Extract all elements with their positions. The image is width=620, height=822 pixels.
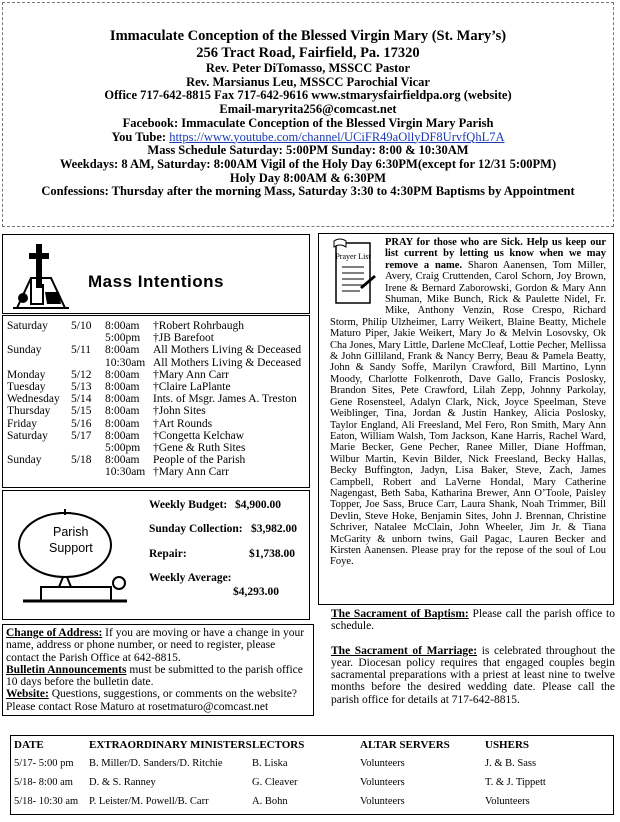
intention-text: All Mothers Living & Deceased [153,344,302,357]
intention-date: 5/16 [71,417,92,430]
intention-time: 10:30am [105,466,146,479]
youtube-label: You Tube: [111,129,170,144]
ministers-cell-lectors: A. Bohn [252,796,288,807]
holy-day-schedule: Holy Day 8:00AM & 6:30PM [229,170,387,185]
intention-day: Sunday [7,344,42,357]
church-icon [9,238,89,312]
intention-date: 5/14 [71,393,92,406]
intention-day: Friday [7,417,38,430]
intention-row [3,405,309,417]
intention-row [3,320,309,332]
intention-time: 5:00pm [105,441,141,454]
intention-time: 8:00am [105,344,140,357]
bulletin-title: Bulletin Announcements [6,663,127,676]
intention-time: 8:00am [105,393,140,406]
intention-text: Ints. of Msgr. James A. Treston [153,393,297,406]
intention-text: †Mary Ann Carr [153,466,230,479]
prayer-list-icon [330,237,380,311]
logo-text-parish: Parish [53,525,89,539]
intention-text: †John Sites [153,405,206,418]
intention-text: †Claire LaPlante [153,380,231,393]
ministers-cell-eucharistic: D. & S. Ranney [89,777,156,788]
ministers-cell-servers: Volunteers [360,758,405,769]
notices-box [2,624,314,716]
col-header-ushers: USHERS [485,739,530,751]
website-title: Website: [6,688,49,701]
col-header-servers: ALTAR SERVERS [360,739,450,751]
marriage-title: The Sacrament of Marriage: [331,644,478,657]
intention-date: 5/11 [71,344,92,357]
intention-time: 8:00am [105,405,140,418]
intention-day: Monday [7,368,46,381]
ministers-cell-ushers: Volunteers [485,796,530,807]
baptism-paragraph [331,608,615,633]
ministers-cell-date: 5/18- 10:30 am [14,796,79,807]
pastor-line: Rev. Peter DiTomasso, MSSCC Pastor [205,61,411,75]
intention-text: †JB Barefoot [153,332,215,345]
ministers-cell-eucharistic: P. Leister/M. Powell/B. Carr [89,796,209,807]
intention-date: 5/18 [71,454,92,467]
youtube-line [3,131,613,145]
ministers-cell-date: 5/18- 8:00 am [14,777,73,788]
ministers-cell-eucharistic: B. Miller/D. Sanders/D. Ritchie [89,758,223,769]
col-header-eucharistic: EXTRAORDINARY MINISTERS [89,739,252,751]
intention-day: Saturday [7,320,48,332]
change-address-title: Change of Address: [6,627,103,639]
intention-time: 8:00am [105,368,140,381]
repair-value: $1,738.00 [249,548,295,560]
intention-text: †Congetta Kelchaw [153,429,245,442]
parish-support-scale-icon [11,501,139,611]
ministers-cell-lectors: B. Liska [252,758,288,769]
intention-text: †Art Rounds [153,417,213,430]
ministers-cell-date: 5/17- 5:00 pm [14,758,74,769]
intention-row [3,357,309,369]
prayer-icon-label: Prayer List [335,252,371,261]
intention-text: People of the Parish [153,454,246,467]
intention-row [3,381,309,393]
mass-intentions-table [2,315,310,488]
intention-time: 8:00am [105,380,140,393]
weekly-budget-label: Weekly Budget: [149,499,228,511]
baptism-text: Please call the parish office to schedule. [331,608,615,633]
intention-day: Sunday [7,454,42,467]
intention-row [3,393,309,405]
intention-text: †Robert Rohrbaugh [153,320,245,332]
intention-time: 8:00am [105,417,140,430]
logo-text-support: Support [49,541,93,555]
intention-row [3,344,309,356]
intention-row [3,466,309,478]
intention-row [3,332,309,344]
col-header-lectors: LECTORS [252,739,305,751]
intention-date: 5/17 [71,429,92,442]
youtube-link[interactable]: https://www.youtube.com/channel/UCiFR49aOllyDF8UrvfQhL7A [169,129,505,144]
ministers-cell-ushers: J. & B. Sass [485,758,537,769]
ministers-cell-servers: Volunteers [360,796,405,807]
intention-row [3,418,309,430]
weekday-schedule: Weekdays: 8 AM, Saturday: 8:00AM Vigil of the Holy Day 6:30PM(except for 12/31 5:00PM) [59,156,557,171]
baptism-title: The Sacrament of Baptism: [331,608,469,620]
facebook-line: Facebook: Immaculate Conception of the Blessed Virgin Mary Parish [122,115,494,130]
vicar-line: Rev. Marsianus Leu, MSSCC Parochial Vicar [186,74,430,89]
intention-day: Tuesday [7,380,46,393]
ministers-cell-lectors: G. Cleaver [252,777,298,788]
prayer-lead: PRAY for those who are Sick. Help us keep our list current by letting us know when we may remove a name. [385,237,606,271]
ministers-cell-ushers: T. & J. Tippett [485,777,546,788]
intention-text: †Gene & Ruth Sites [153,441,246,454]
ministers-table [10,735,614,815]
intention-time: 8:00am [105,454,140,467]
ministers-cell-servers: Volunteers [360,777,405,788]
email-line[interactable]: Email-maryrita256@comcast.net [219,102,397,117]
intention-date: 5/12 [71,368,92,381]
intention-time: 10:30am [105,356,146,369]
change-address-text: If you are moving or have a change in your name, address or phone number, or need to register, please contact the Parish Office at 642-8815. [6,627,305,664]
weekly-average-value: $4,293.00 [233,586,279,598]
sacraments-section [331,608,615,706]
parish-title: Immaculate Conception of the Blessed Virgin Mary (St. Mary’s) [109,28,507,44]
intention-time: 8:00am [105,320,140,332]
mass-schedule: Mass Schedule Saturday: 5:00PM Sunday: 8:00 & 10:30AM [147,143,469,158]
intention-date: 5/13 [71,380,92,393]
prayer-list-box [318,233,614,605]
marriage-text: is celebrated throughout the year. Diocesan policy requires that engaged couples begin sacramental preparations with a priest at least nine to twelve months before the desired wedding date. Please call the parish office for details at 717-642-8815. [331,644,615,706]
parish-support-box [2,490,310,620]
weekly-average-label: Weekly Average: [149,572,232,584]
prayer-names: Sharon Aanensen, Tom Miller, Avery, Craig Cruttenden, Carol Schorn, Joy Brown, Irene & Bernard Zaborowski, Gordon & Mary Ann Shuman, Mike Bunch, Rick & Paulette Nidel, Fr. Mike, Anthony Venzin, Rose Crespo, Richard Storm, Philip Ulzheimer, Larry Weikert, Blaine Beatty, Michele Maturo Piper, Jakie Weikert, Mary Jo & Melvin Losovsky, Ok Cha Jones, Mary Little, Darlene McCleaf, Lottie Pecher, Mellissa & John Gilliland, Frank & Nancy Berry, Beau & Pamela Beatty, John & Sandy Soffe, Marilyn Crawford, Bill Martino, Lynn Moody, Charlotte Folkenroth, Dave Gallo, Francis Poslosky, Brandon Sites, Pete Crawford, Lilah Zepp, Johnny Parkolay, Gene Rosensteel, Adalyn Clark, Nick, Joyce Speelman, Steve Weiblinger, Tina, Jordan & Justin Hankey, Alicia Poslosky, Taylor England, Ali Freesland, Mel Fero, Ron Smith, Mary Ann Eaton, William Walsh, Tom Jackson, Kane Harris, Rachel Ward, Marie Becker, Gene Pecher, Ranee Miller, Diane Hoffman, Wilbur Martin, Kevin Bilder, Nick Freesland, Becky Hallas, Becky Buffington, Jadyn, Lisa Baker, Steve, Zach, James Campbell, Robert and LaVerne Hondal, Mary Catherine Nagengast, Beth Saba, Katharina Brewer, Ann O’Toole, Paisley Topper, Joe Sass, Bruce Carr, Laura Shank, Noah Trimmer, Bill Devlin, Steve Hoke, Benjamin Sites, John J. Brennan, Christine Schriver, Natalee McClain, John Wheeler, Jim Jr. & Tiana McGarity & unborn twins, Gail Pagac, Lauren Becker and Kirsten Aanensen. Please pray for the repose of the soul of Lou Foye. [330,259,606,568]
intention-time: 8:00am [105,429,140,442]
repair-label: Repair: [149,548,187,560]
header-box [2,2,614,227]
contact-line: Office 717-642-8815 Fax 717-642-9616 www.stmarysfairfieldpa.org (website) [104,88,512,103]
intention-text: †Mary Ann Carr [153,368,230,381]
marriage-paragraph [331,645,615,706]
intention-day: Wednesday [7,393,60,406]
sunday-collection-value: $3,982.00 [251,523,297,535]
sunday-collection-label: Sunday Collection: [149,523,243,535]
intention-row [3,454,309,466]
intention-day: Saturday [7,429,48,442]
col-header-date: DATE [14,739,44,751]
intention-row [3,369,309,381]
intention-row [3,442,309,454]
intention-date: 5/10 [71,320,92,332]
intention-time: 5:00pm [105,332,141,345]
mass-intentions-title: Mass Intentions [88,272,224,291]
weekly-budget-value: $4,900.00 [235,499,281,511]
bulletin-text: must be submitted to the parish office 10 days before the bulletin date. [6,663,303,689]
intention-row [3,430,309,442]
intention-text: All Mothers Living & Deceased [153,356,302,369]
intention-date: 5/15 [71,405,92,418]
website-text: Questions, suggestions, or comments on the website? Please contact Rose Maturo at rosetmaturo@comcast.net [6,688,297,713]
prayer-list-text [330,237,606,568]
parish-address: 256 Tract Road, Fairfield, Pa. 17320 [196,45,420,61]
confessions-line: Confessions: Thursday after the morning Mass, Saturday 3:30 to 4:30PM Baptisms by Appointment [41,184,575,199]
intention-day: Thursday [7,405,51,418]
